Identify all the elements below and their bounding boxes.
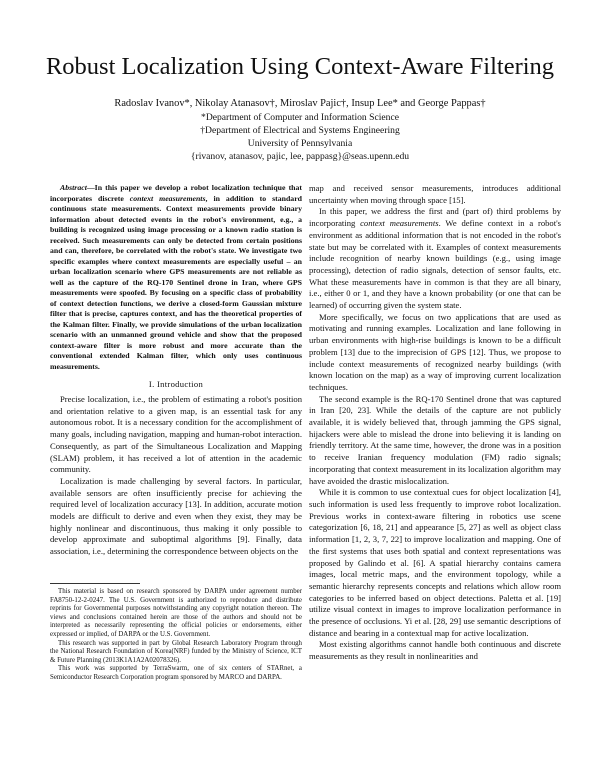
- left-column: [50, 183, 302, 558]
- right-paragraph-1-emphasis: context measurements: [360, 218, 439, 229]
- right-paragraph-4: While it is common to use contextual cues for object localization [4], such information is used less frequently to improve robot localization. Previous works in context-aware filtering in robotics use scene categorization [6, 18, 21] and appearance [5, 27] as well as object class information [1, 2, 3, 7, 22] to improve localization and mapping. One of the first systems that uses both spatial and context representations was proposed by Galindo et al. [6]. A spatial hierarchy contains camera images, local metric maps, and the environment topology, while a semantic hierarchy represents concepts and relations which allow room categories to be inferred based on object detections. Paletta et al. [19] utilize visual context in images to improve localization performance in the presence of occlusions. Yi et al. [28, 29] use semantic descriptions of distance and bearing in a contextual map for active localization.: [309, 487, 561, 638]
- right-paragraph-1-b: . We define context in a robot's environment as additional information that is not encoded in the robot's state but may be correlated with it. Examples of context measurements include recognition of nearby known buildings (e.g., using image processing), detection of radio signals, detection of sensor faults, etc. What these measurements have in common is that they are all binary, i.e., either 0 or 1, and they have a known probability (or one that can be learned) of occurring given the system state.: [309, 218, 561, 311]
- footnote-darpa: This material is based on research sponsored by DARPA under agreement number FA8750-12-2-0247. The U.S. Government is authorized to reproduce and distribute reprints for Governmental purposes notwithstanding any copyright notation thereon. The views and conclusions contained herein are those of the authors and should not be interpreted as necessarily representing the official policies or endorsements, either expressed or implied, of DARPA or the U.S. Government.: [50, 588, 302, 638]
- affiliation-cis: *Department of Computer and Information Science: [201, 112, 399, 123]
- right-paragraph-1: [309, 206, 561, 311]
- intro-paragraph-2: Localization is made challenging by several factors. In particular, available sensors are often insufficiently precise for achieving the required level of localization accuracy [13]. In addition, accurate motion models are difficult to derive and even when they exist, they may be highly nonlinear and discontinuous, thus making it only possible to develop approximate and suboptimal algorithms [9]. Finally, data association, i.e., determining the correspondence between objects on the: [50, 475, 302, 557]
- footnote-terraswarm: This work was supported by TerraSwarm, one of six centers of STARnet, a Semiconductor Research Corporation program sponsored by MARCO and DARPA.: [50, 665, 302, 681]
- affiliation-university: University of Pennsylvania: [247, 138, 353, 149]
- right-column: [309, 183, 561, 663]
- right-paragraph-1-a: In this paper, we address the first and (part of) third problems by incorporating: [309, 206, 561, 229]
- abstract-text-2: , in addition to standard continuous state measurements. Context measurements provide binary information about detected events in the robot's environment, e.g., a building is recognized using image processing or a known radio station is received. Such measurements can only be detected from certain positions and can, therefore, be correlated with the robot's state. We investigate two specific examples where context measurements are especially useful – an urban localization scenario where GPS measurements are not reliable as well as the capture of the RQ-170 Sentinel drone in Iran, where GPS measurements were spoofed. By focusing on a specific class of probability of context detection functions, we derive a closed-form Gaussian mixture filter that is precise, captures context, and has the theoretical properties of the Kalman filter. Finally, we provide simulations of the urban localization scenario with an unmanned ground vehicle and show that the proposed context-aware filter is more robust and more accurate than the conventional extended Kalman filter, which only uses continuous measurements.: [50, 193, 302, 371]
- right-paragraph-0: map and received sensor measurements, introduces additional uncertainty when moving through space [15].: [309, 183, 561, 205]
- abstract-lead: Abstract: [60, 183, 87, 192]
- section-heading-introduction: I. Introduction: [148, 379, 204, 389]
- abstract-text-1: —In this paper we develop a robot localization technique that incorporates discrete: [50, 183, 302, 203]
- abstract: [50, 183, 302, 372]
- right-paragraph-3: The second example is the RQ-170 Sentinel drone that was captured in Iran [20, 23]. While the details of the capture are not publicly available, it is widely believed that, through jamming the GPS signal, hijackers were able to mislead the drone into believing it is landing on friendly territory. At the same time, however, the drone was in a position to receive Iranian frequency modulation (FM) radio signals; incorporating that context measurement in its localization algorithm may have avoided the drastic mislocalization.: [309, 393, 561, 486]
- right-paragraph-2: More specifically, we focus on two applications that are used as motivating and running examples. Localization and lane following in urban environments with high-rise buildings is known to be a difficult problem [13] due to the imprecision of GPS [12]. Thus, we propose to include context measurements of recognized nearby buildings (with known location on the map) as a way of improving current localization techniques.: [309, 311, 561, 392]
- footnotes: [50, 588, 302, 683]
- footnote-nrf: This research was supported in part by Global Research Laboratory Program through the National Research Foundation of Korea(NRF) funded by the Ministry of Science, ICT & Future Planning (2013K1A1A2A02078326).: [50, 639, 302, 664]
- affiliation-ese: †Department of Electrical and Systems Engineering: [200, 125, 400, 136]
- right-paragraph-5: Most existing algorithms cannot handle both continuous and discrete measurements as they result in nonlinearities and: [309, 639, 561, 662]
- paper-title: Robust Localization Using Context-Aware Filtering: [45, 53, 555, 80]
- author-emails: {rivanov, atanasov, pajic, lee, pappasg}@seas.upenn.edu: [190, 151, 410, 162]
- author-list: Radoslav Ivanov*, Nikolay Atanasov†, Miroslav Pajic†, Insup Lee* and George Pappas†: [114, 98, 486, 109]
- abstract-emphasis: context measurements: [129, 193, 206, 203]
- intro-paragraph-1: Precise localization, i.e., the problem of estimating a robot's position and orientation relative to a given map, is an essential task for any autonomous robot. It is a necessary condition for the accomplishment of many goals, including navigation, mapping and human-robot interaction. Consequently, as part of the Simultaneous Localization and Mapping (SLAM) problem, it has received a lot of attention in the academic community.: [50, 394, 302, 475]
- footnote-rule: [50, 583, 140, 584]
